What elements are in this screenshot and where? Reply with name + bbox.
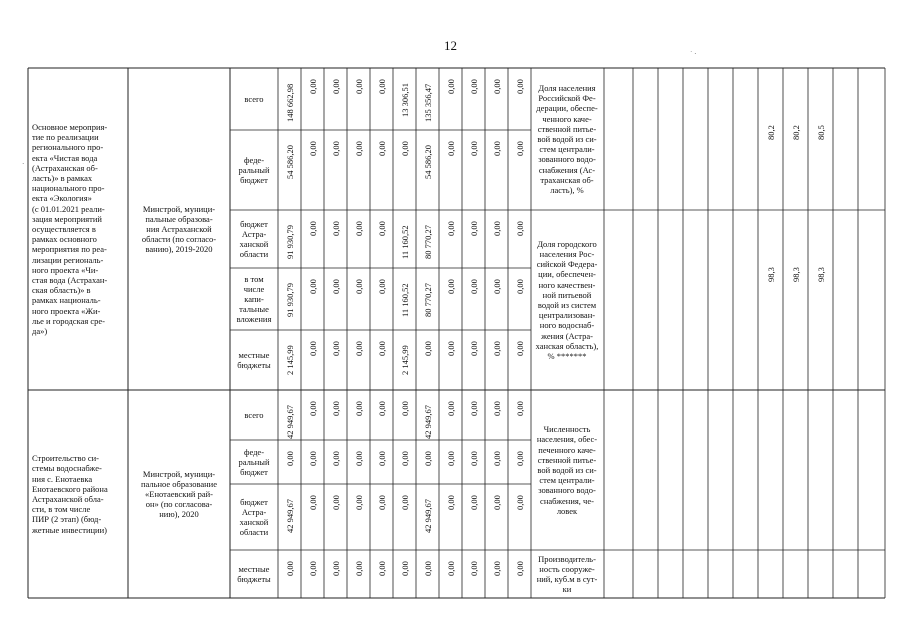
- block1-executor: Минстрой, муници- пальные образова- ния Астраханской области (по согласо- ванию), 2019-2020: [141, 203, 217, 255]
- block1-source-label: всего: [244, 93, 264, 104]
- block2-source-label: бюджет Астра- ханской области: [239, 496, 269, 538]
- page-number: 12: [444, 38, 457, 53]
- block1-source-label: бюджет Астра- ханской области: [239, 218, 269, 260]
- block1-source-label: местные бюджеты: [237, 349, 271, 370]
- block2-source-label: местные бюджеты: [237, 563, 271, 584]
- block1-indicator: Доля городского населения Рос- сийской Федера- ции, обеспечен- ного качествен- ной питьевой водой из систем централизован- ного водоснаб- жения (Астра- ханская область), % *******: [535, 238, 599, 362]
- block1-source-label: феде- ральный бюджет: [238, 154, 270, 186]
- block1-source-label: в том числе капи- тальные вложения: [236, 273, 272, 325]
- block2-indicator: Производитель- ность сооруже- ний, куб.м в сут- ки: [536, 553, 598, 595]
- scan-artifact: ˙ ·: [690, 50, 697, 58]
- scan-artifact: ·: [22, 160, 25, 168]
- block2-measure: Строительство си- стемы водоснабже- ния с. Енотаевка Енотаевского района Астраханской обла- сти, в том числе ПИР (2 этап) (бюд- жетные инвестиции): [32, 453, 108, 535]
- block1-indicator: Доля населения Российской Фе- дерации, обеспе- ченного каче- ственной питье- вой водой из си- стем централи- зованного водо- снабжения (Ас- траханская об- ласть), %: [536, 82, 598, 195]
- block1-measure: Основное мероприя- тие по реализации регионального про- екта «Чистая вода (Астраханская об- ласть)» в рамках национального про- екта «Экология» (с 01.01.2021 реали- зация мероприятий осуществляется в рамках основного мероприятия по реа- лизации региональ- ного проекта «Чи- стая вода (Астрахан- ская область)» в рамках националь- ного проекта «Жи- лье и городская сре- да»): [32, 121, 108, 336]
- block2-executor: Минстрой, муници- пальное образование «Енотаевский рай- он» (по согласова- нию), 2020: [140, 468, 217, 520]
- block2-source-label: феде- ральный бюджет: [238, 446, 270, 478]
- block2-source-label: всего: [244, 409, 264, 420]
- block2-indicator: Численность населения, обес- печенного каче- ственной питье- вой водой из си- стем централи- зованного водо- снабжения, че- ловек: [536, 424, 598, 516]
